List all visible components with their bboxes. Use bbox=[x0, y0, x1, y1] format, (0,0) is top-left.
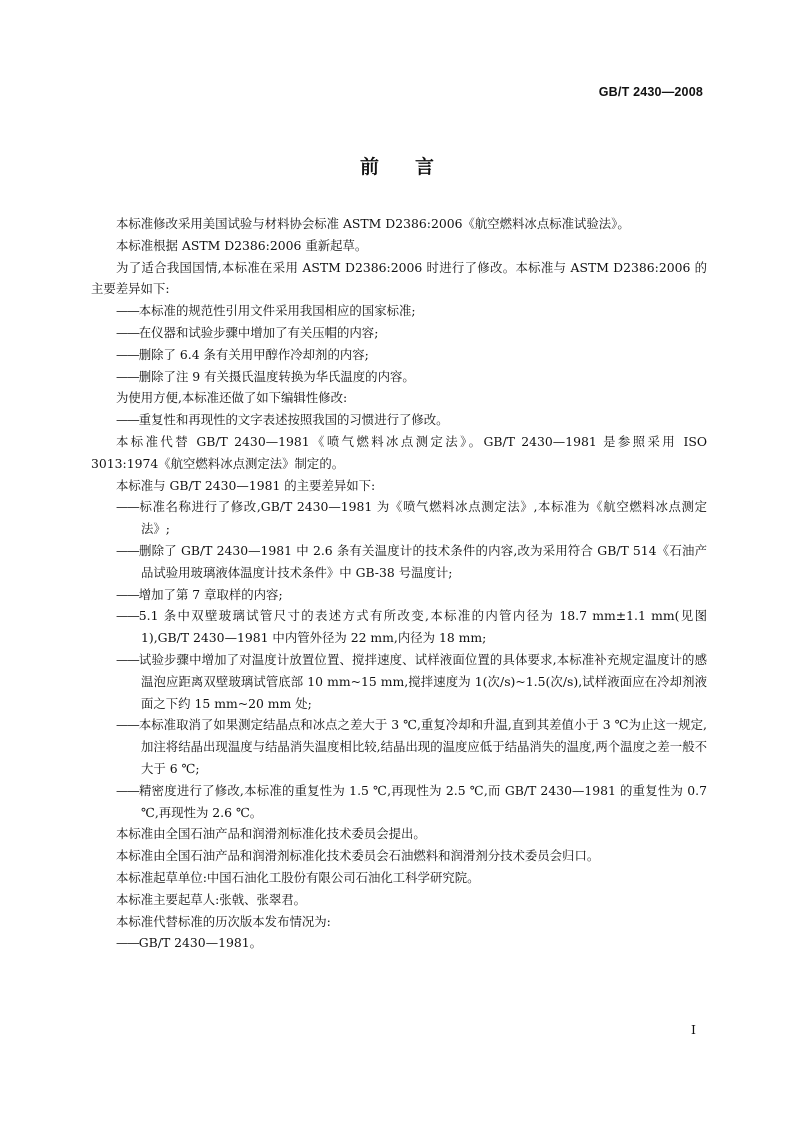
paragraph-text: 本标准根据 ASTM D2386:2006 重新起草。 bbox=[116, 237, 368, 253]
dash-list-item bbox=[91, 584, 707, 606]
list-dash: —— bbox=[116, 717, 139, 733]
list-dash: —— bbox=[116, 499, 139, 515]
paragraph-text: 删除了注 9 有关摄氏温度转换为华氏温度的内容。 bbox=[138, 368, 415, 384]
paragraph-text: 精密度进行了修改,本标准的重复性为 1.5 ℃,再现性为 2.5 ℃,而 GB/T 2430—1981 的重复性为 0.7 ℃,再现性为 2.6 ℃。 bbox=[138, 782, 707, 820]
dash-list-item bbox=[91, 366, 707, 388]
paragraph-text: 增加了第 7 章取样的内容; bbox=[138, 586, 283, 602]
paragraph bbox=[91, 889, 707, 911]
list-dash: —— bbox=[116, 651, 139, 667]
paragraph-text: 为了适合我国国情,本标准在采用 ASTM D2386:2006 时进行了修改。本标准与 ASTM D2386:2006 的主要差异如下: bbox=[91, 259, 707, 297]
paragraph bbox=[91, 431, 707, 475]
dash-list-item bbox=[91, 322, 707, 344]
dash-list-item bbox=[91, 649, 707, 714]
paragraph bbox=[91, 257, 707, 301]
list-dash: —— bbox=[116, 368, 139, 384]
paragraph-text: 本标准由全国石油产品和润滑剂标准化技术委员会提出。 bbox=[116, 826, 426, 842]
dash-list-item bbox=[91, 300, 707, 322]
paragraph bbox=[91, 235, 707, 257]
paragraph bbox=[91, 387, 707, 409]
paragraph-text: 本标准取消了如果测定结晶点和冰点之差大于 3 ℃,重复冷却和升温,直到其差值小于 3 ℃为止这一规定,加注将结晶出现温度与结晶消失温度相比较,结晶出现的温度应低于结晶消失的温度,两个温度之差一般不大于 6 ℃; bbox=[138, 717, 707, 776]
paragraph-text: 本标准主要起草人:张戟、张翠君。 bbox=[116, 891, 307, 907]
page-number: I bbox=[691, 1022, 696, 1037]
paragraph-text: 删除了 GB/T 2430—1981 中 2.6 条有关温度计的技术条件的内容,改为采用符合 GB/T 514《石油产品试验用玻璃液体温度计技术条件》中 GB-38 号温度计; bbox=[138, 542, 707, 580]
paragraph bbox=[91, 823, 707, 845]
standard-number: GB/T 2430—2008 bbox=[598, 85, 703, 99]
list-dash: —— bbox=[116, 412, 139, 428]
dash-list-item bbox=[91, 409, 707, 431]
paragraph-text: 本标准修改采用美国试验与材料协会标准 ASTM D2386:2006《航空燃料冰点标准试验法》。 bbox=[116, 216, 630, 231]
paragraph bbox=[91, 845, 707, 867]
paragraph-text: 本标准与 GB/T 2430—1981 的主要差异如下: bbox=[116, 477, 376, 493]
paragraph-text: 本标准起草单位:中国石油化工股份有限公司石油化工科学研究院。 bbox=[116, 869, 480, 885]
dash-list-item bbox=[91, 780, 707, 824]
dash-list-item bbox=[91, 714, 707, 779]
dash-list-item bbox=[91, 344, 707, 366]
paragraph-text: 在仪器和试验步骤中增加了有关压帽的内容; bbox=[138, 324, 379, 340]
dash-list-item bbox=[91, 540, 707, 584]
paragraph bbox=[91, 475, 707, 497]
paragraph-text: 5.1 条中双壁玻璃试管尺寸的表述方式有所改变,本标准的内管内径为 18.7 mm±1.1 mm(见图 1),GB/T 2430—1981 中内管外径为 22 mm,内径为 18 mm; bbox=[138, 608, 707, 646]
paragraph-text: 本标准代替标准的历次版本发布情况为: bbox=[116, 913, 331, 929]
paragraph-text: 为使用方便,本标准还做了如下编辑性修改: bbox=[116, 390, 348, 406]
list-dash: —— bbox=[116, 346, 139, 362]
list-dash: —— bbox=[116, 782, 139, 798]
dash-list-item bbox=[91, 496, 707, 540]
paragraph-text: 删除了 6.4 条有关用甲醇作冷却剂的内容; bbox=[138, 346, 369, 362]
paragraph bbox=[91, 213, 707, 235]
dash-list-item bbox=[91, 605, 707, 649]
paragraph-text: 标准名称进行了修改,GB/T 2430—1981 为《喷气燃料冰点测定法》,本标准为《航空燃料冰点测定法》; bbox=[138, 499, 707, 537]
paragraph bbox=[91, 911, 707, 933]
page-title: 前言 bbox=[359, 156, 470, 178]
paragraph-text: 本标准由全国石油产品和润滑剂标准化技术委员会石油燃料和润滑剂分技术委员会归口。 bbox=[116, 848, 600, 864]
paragraph-text: 重复性和再现性的文字表述按照我国的习惯进行了修改。 bbox=[138, 412, 449, 428]
paragraph-text: 试验步骤中增加了对温度计放置位置、搅拌速度、试样液面位置的具体要求,本标准补充规定温度计的感温泡应距离双壁玻璃试管底部 10 mm~15 mm,搅拌速度为 1(次/s)~1.5(次/s),试样液面应在冷却剂液面之下约 15 mm~20 mm 处; bbox=[138, 651, 707, 711]
list-dash: —— bbox=[116, 608, 139, 624]
list-dash: —— bbox=[116, 586, 139, 602]
paragraph-text: GB/T 2430—1981。 bbox=[138, 935, 263, 951]
list-dash: —— bbox=[116, 935, 139, 951]
paragraph bbox=[91, 867, 707, 889]
dash-list-item bbox=[91, 932, 707, 954]
paragraph-text: 本标准代替 GB/T 2430—1981《喷气燃料冰点测定法》。GB/T 2430—1981 是参照采用 ISO 3013:1974《航空燃料冰点测定法》制定的。 bbox=[91, 433, 707, 471]
list-dash: —— bbox=[116, 542, 139, 558]
list-dash: —— bbox=[116, 303, 139, 319]
document-body bbox=[91, 213, 707, 954]
list-dash: —— bbox=[116, 324, 139, 340]
paragraph-text: 本标准的规范性引用文件采用我国相应的国家标准; bbox=[138, 303, 416, 319]
